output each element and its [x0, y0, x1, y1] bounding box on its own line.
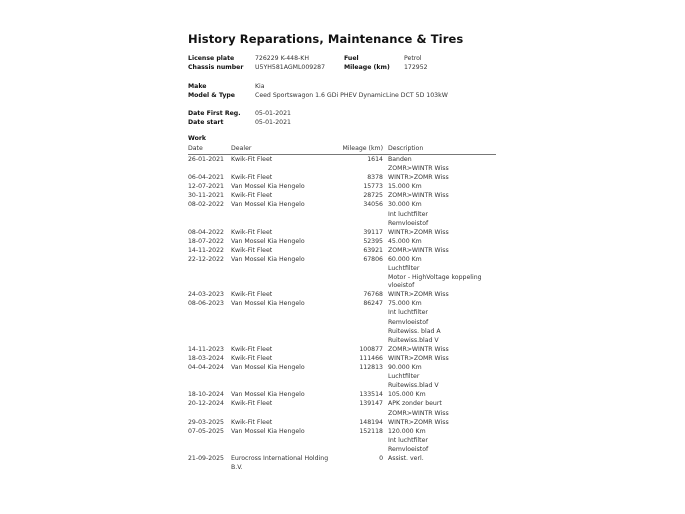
table-row: [188, 155, 496, 173]
description-line: WINTR>ZOMR Wiss: [388, 354, 449, 362]
row-dealer: Van Mossel Kia Hengelo: [231, 391, 305, 399]
description-line: ZOMR>WINTR Wiss: [388, 192, 449, 200]
description-line: Ruitewiss.blad V: [388, 382, 439, 390]
table-row: [188, 255, 496, 290]
work-table: [188, 155, 496, 471]
row-date: 08-06-2023: [188, 300, 224, 308]
row-dealer: Van Mossel Kia Hengelo: [231, 237, 305, 245]
row-mileage: 52395: [363, 237, 383, 245]
page-title: History Reparations, Maintenance & Tires: [188, 32, 464, 46]
row-description: [388, 228, 488, 237]
column-header-dealer: Dealer: [231, 145, 252, 152]
table-row: [188, 354, 496, 363]
row-date: 18-03-2024: [188, 354, 224, 362]
description-line: ZOMR>WINTR Wiss: [388, 165, 449, 173]
row-description: [388, 255, 488, 290]
table-row: [188, 191, 496, 200]
description-line: Banden: [388, 156, 412, 163]
row-description: [388, 290, 488, 299]
row-date: 18-10-2024: [188, 391, 224, 399]
license-plate-label: License plate: [188, 55, 235, 62]
description-line: ZOMR>WINTR Wiss: [388, 246, 449, 254]
table-row: [188, 290, 496, 299]
row-dealer: Kwik-Fit Fleet: [231, 354, 273, 362]
table-row: [188, 182, 496, 191]
row-dealer: Van Mossel Kia Hengelo: [231, 201, 305, 209]
fuel-value: Petrol: [404, 55, 422, 62]
column-header-date: Date: [188, 145, 203, 152]
row-date: 29-03-2025: [188, 418, 224, 426]
description-line: ZOMR>WINTR Wiss: [388, 345, 449, 353]
description-line: Assist. verl.: [388, 454, 424, 462]
row-dealer: Kwik-Fit Fleet: [231, 192, 273, 200]
row-mileage: 100877: [359, 345, 383, 353]
row-description: [388, 390, 488, 399]
row-date: 18-07-2022: [188, 237, 224, 245]
row-date: 20-12-2024: [188, 400, 224, 408]
mileage-value: 172952: [404, 64, 428, 71]
description-line: 15.000 Km: [388, 183, 422, 191]
row-date: 08-04-2022: [188, 228, 224, 236]
row-mileage: 139147: [359, 400, 383, 408]
description-line: Int luchtfilter: [388, 309, 428, 317]
fuel-label: Fuel: [344, 55, 359, 62]
model-label: Model & Type: [188, 92, 236, 99]
description-line: WINTR>ZOMR Wiss: [388, 291, 449, 299]
row-description: [388, 191, 488, 200]
row-date: 04-04-2024: [188, 364, 224, 372]
row-mileage: 67806: [363, 256, 383, 264]
table-row: [188, 454, 496, 471]
row-date: 14-11-2023: [188, 345, 224, 353]
model-value: Ceed Sportswagon 1.6 GDi PHEV DynamicLine DCT 5D 103kW: [255, 92, 448, 99]
row-dealer: Kwik-Fit Fleet: [231, 291, 273, 299]
table-row: [188, 299, 496, 345]
description-line: WINTR>ZOMR Wiss: [388, 174, 449, 182]
mileage-label: Mileage (km): [344, 64, 390, 71]
row-description: [388, 427, 488, 454]
table-row: [188, 345, 496, 354]
row-mileage: 28725: [363, 192, 383, 200]
row-mileage: 148194: [359, 418, 383, 426]
row-description: [388, 363, 488, 390]
row-mileage: 1614: [367, 156, 383, 163]
row-dealer: Van Mossel Kia Hengelo: [231, 256, 305, 264]
row-mileage: 63921: [363, 246, 383, 254]
row-date: 24-03-2023: [188, 291, 224, 299]
license-plate-value: 726229 K-448-KH: [255, 55, 309, 62]
description-line: Luchtfilter: [388, 373, 420, 381]
row-description: [388, 345, 488, 354]
row-date: 07-05-2025: [188, 427, 224, 435]
row-mileage: 76768: [363, 291, 383, 299]
description-line: 90.000 Km: [388, 364, 422, 372]
first-reg-value: 05-01-2021: [255, 110, 291, 117]
row-description: [388, 173, 488, 182]
row-mileage: 86247: [363, 300, 383, 308]
table-row: [188, 363, 496, 390]
description-line: 30.000 Km: [388, 201, 422, 209]
row-description: [388, 200, 488, 227]
description-line: 75.000 Km: [388, 300, 422, 308]
row-dealer: Kwik-Fit Fleet: [231, 418, 273, 426]
description-line: Remvloeistof: [388, 318, 429, 326]
row-date: 26-01-2021: [188, 156, 224, 163]
row-dealer: Van Mossel Kia Hengelo: [231, 364, 305, 372]
row-mileage: 111466: [359, 354, 383, 362]
make-value: Kia: [255, 83, 265, 90]
row-dealer: Van Mossel Kia Hengelo: [231, 183, 305, 191]
row-description: [388, 454, 488, 463]
row-dealer: Kwik-Fit Fleet: [231, 345, 273, 353]
description-line: 105.000 Km: [388, 391, 426, 399]
description-line: Int luchtfilter: [388, 210, 428, 218]
description-line: Remvloeistof: [388, 445, 429, 453]
row-description: [388, 237, 488, 246]
row-date: 30-11-2021: [188, 192, 224, 200]
column-header-mileage: Mileage (km): [342, 145, 383, 152]
row-mileage: 8378: [367, 174, 383, 182]
row-mileage: 39117: [363, 228, 383, 236]
description-line: 120.000 Km: [388, 427, 426, 435]
row-dealer: Eurocross International Holding B.V.: [231, 454, 329, 472]
table-row: [188, 173, 496, 182]
date-start-value: 05-01-2021: [255, 119, 291, 126]
make-label: Make: [188, 83, 207, 90]
row-mileage: 152118: [359, 427, 383, 435]
row-date: 14-11-2022: [188, 246, 224, 254]
row-date: 22-12-2022: [188, 256, 224, 264]
description-line: Remvloeistof: [388, 219, 429, 227]
row-description: [388, 418, 488, 427]
row-description: [388, 299, 488, 344]
table-row: [188, 228, 496, 237]
table-row: [188, 200, 496, 227]
row-date: 12-07-2021: [188, 183, 224, 191]
description-line: WINTR>ZOMR Wiss: [388, 418, 449, 426]
description-line: ZOMR>WINTR Wiss: [388, 409, 449, 417]
description-line: 45.000 Km: [388, 237, 422, 245]
table-row: [188, 399, 496, 417]
row-mileage: 112813: [359, 364, 383, 372]
first-reg-label: Date First Reg.: [188, 110, 241, 117]
row-dealer: Kwik-Fit Fleet: [231, 400, 273, 408]
row-dealer: Kwik-Fit Fleet: [231, 228, 273, 236]
table-row: [188, 418, 496, 427]
row-mileage: 34056: [363, 201, 383, 209]
row-date: 08-02-2022: [188, 201, 224, 209]
table-row: [188, 246, 496, 255]
table-row: [188, 427, 496, 454]
row-date: 21-09-2025: [188, 454, 224, 462]
row-dealer: Kwik-Fit Fleet: [231, 246, 273, 254]
row-description: [388, 182, 488, 191]
work-heading: Work: [188, 135, 207, 142]
column-header-description: Description: [388, 145, 424, 152]
row-dealer: Van Mossel Kia Hengelo: [231, 427, 305, 435]
description-line: 60.000 Km: [388, 256, 422, 264]
row-dealer: Kwik-Fit Fleet: [231, 156, 273, 163]
date-start-label: Date start: [188, 119, 224, 126]
row-date: 06-04-2021: [188, 174, 224, 182]
row-description: [388, 354, 488, 363]
table-row: [188, 237, 496, 246]
description-line: Motor - HighVoltage koppeling vloeistof: [388, 274, 482, 289]
row-mileage: 133514: [359, 391, 383, 399]
row-description: [388, 399, 488, 417]
row-dealer: Van Mossel Kia Hengelo: [231, 300, 305, 308]
chassis-label: Chassis number: [188, 64, 244, 71]
row-mileage: 0: [379, 454, 383, 462]
row-dealer: Kwik-Fit Fleet: [231, 174, 273, 182]
description-line: Luchtfilter: [388, 265, 420, 273]
row-description: [388, 246, 488, 255]
description-line: WINTR>ZOMR Wiss: [388, 228, 449, 236]
table-row: [188, 390, 496, 399]
description-line: Ruitewiss. blad A: [388, 327, 441, 335]
description-line: Int luchtfilter: [388, 436, 428, 444]
description-line: APK zonder beurt: [388, 400, 442, 408]
row-mileage: 15773: [363, 183, 383, 191]
chassis-value: U5YH581AGML009287: [255, 64, 326, 71]
description-line: Ruitewiss.blad V: [388, 336, 439, 344]
row-description: [388, 155, 488, 173]
